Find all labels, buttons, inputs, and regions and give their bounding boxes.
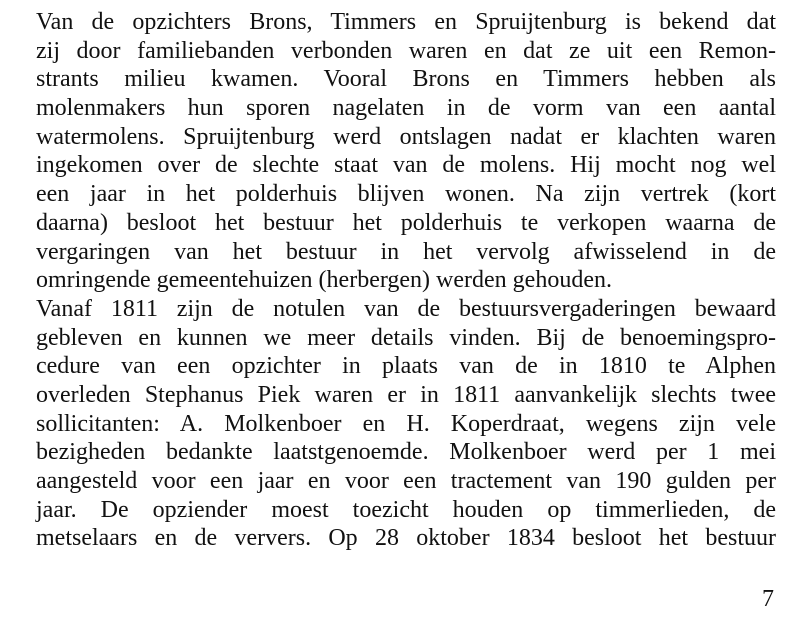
text-line: ingekomen over de slechte staat van de molens. Hij mocht nog wel <box>36 152 776 179</box>
text-line: Van de opzichters Brons, Timmers en Spruijtenburg is bekend dat <box>36 9 776 35</box>
text-line: watermolens. Spruijtenburg werd ontslagen nadat er klachten waren <box>36 123 776 150</box>
text-line: daarna) besloot het bestuur het polderhuis te verkopen waarna de <box>36 209 776 236</box>
page-number: 7 <box>762 586 774 612</box>
text-line: gebleven en kunnen we meer details vinden. Bij de benoemingspro- <box>36 324 776 351</box>
text-line: jaar. De opziender moest toezicht houden op timmerlieden, de <box>36 496 776 523</box>
text-line: een jaar in het polderhuis blijven wonen. Na zijn vertrek (kort <box>36 181 776 208</box>
text-line: molenmakers hun sporen nagelaten in de vorm van een aantal <box>36 95 776 122</box>
text-line: sollicitanten: A. Molkenboer en H. Koperdraat, wegens zijn vele <box>36 410 776 437</box>
text-line: metselaars en de ververs. Op 28 oktober 1834 besloot het bestuur <box>36 525 776 552</box>
text-line: vergaringen van het bestuur in het vervolg afwisselend in de <box>36 238 776 265</box>
body-text <box>36 8 776 553</box>
text-line: aangesteld voor een jaar en voor een tractement van 190 gulden per <box>36 468 776 494</box>
text-line: overleden Stephanus Piek waren er in 1811 aanvankelijk slechts twee <box>36 381 776 408</box>
text-line: cedure van een opzichter in plaats van de in 1810 te Alphen <box>36 353 776 380</box>
text-line: strants milieu kwamen. Vooral Brons en Timmers hebben als <box>36 66 776 93</box>
text-line: bezigheden bedankte laatstgenoemde. Molkenboer werd per 1 mei <box>36 439 776 466</box>
text-line: Vanaf 1811 zijn de notulen van de bestuursvergaderingen bewaard <box>36 295 776 322</box>
text-line: zij door familiebanden verbonden waren en dat ze uit een Remon- <box>36 37 776 64</box>
paragraph-end-line: omringende gemeentehuizen (herbergen) werden gehouden. <box>36 267 612 294</box>
